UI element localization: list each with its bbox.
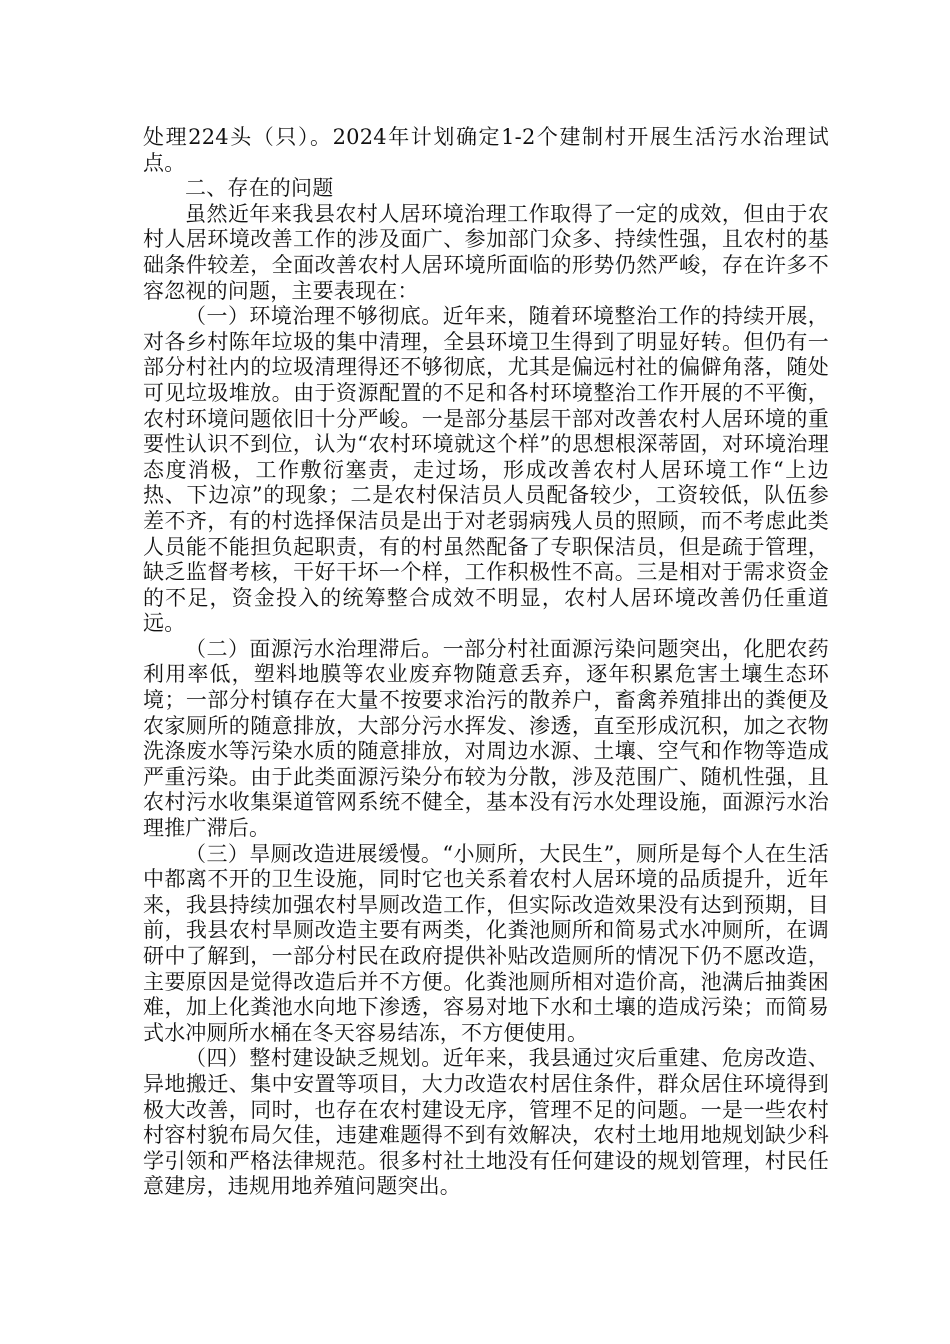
paragraph-item-1: （一）环境治理不够彻底。近年来，随着环境整治工作的持续开展，对各乡村陈年垃圾的集中清理，全县环境卫生得到了明显好转。但仍有一部分村社内的垃圾清理得还不够彻底，尤其是偏远村社的偏僻角落，随处可见垃圾堆放。由于资源配置的不足和各村环境整治工作开展的不平衡，农村环境问题依旧十分严峻。一是部分基层干部对改善农村人居环境的重要性认识不到位，认为“农村环境就这个样”的思想根深蒂固，对环境治理态度消极，工作敷衍塞责，走过场，形成改善农村人居环境工作“上边热、下边凉”的现象；二是农村保洁员人员配备较少，工资较低，队伍参差不齐，有的村选择保洁员是出于对老弱病残人员的照顾，而不考虑此类人员能不能担负起职责，有的村虽然配备了专职保洁员，但是疏于管理，缺乏监督考核，干好干坏一个样，工作积极性不高。三是相对于需求资金的不足，资金投入的统筹整合成效不明显，农村人居环境改善仍任重道远。 — [143, 304, 829, 636]
paragraph-item-2: （二）面源污水治理滞后。一部分村社面源污染问题突出，化肥农药利用率低，塑料地膜等农业废弃物随意丢弃，逐年积累危害土壤生态环境；一部分村镇存在大量不按要求治污的散养户，畜禽养殖排出的粪便及农家厕所的随意排放，大部分污水挥发、渗透，直至形成沉积，加之衣物洗涤废水等污染水质的随意排放，对周边水源、土壤、空气和作物等造成严重污染。由于此类面源污染分布较为分散，涉及范围广、随机性强，且农村污水收集渠道管网系统不健全，基本没有污水处理设施，面源污水治理推广滞后。 — [143, 636, 829, 841]
section-heading: 二、存在的问题 — [185, 176, 334, 201]
paragraph-item-4: （四）整村建设缺乏规划。近年来，我县通过灾后重建、危房改造、异地搬迁、集中安置等项目，大力改造农村居住条件，群众居住环境得到极大改善，同时，也存在农村建设无序，管理不足的问题。一是一些农村村容村貌布局欠佳，违建难题得不到有效解决，农村土地用地规划缺少科学引领和严格法律规范。很多村社土地没有任何建设的规划管理，村民任意建房，违规用地养殖问题突出。 — [143, 1046, 829, 1199]
paragraph-item-3: （三）旱厕改造进展缓慢。“小厕所，大民生”，厕所是每个人在生活中都离不开的卫生设施，同时它也关系着农村人居环境的品质提升，近年来，我县持续加强农村旱厕改造工作，但实际改造效果没有达到预期，目前，我县农村旱厕改造主要有两类，化粪池厕所和简易式水冲厕所，在调研中了解到，一部分村民在政府提供补贴改造厕所的情况下仍不愿改造，主要原因是觉得改造后并不方便。化粪池厕所相对造价高，池满后抽粪困难，加上化粪池水向地下渗透，容易对地下水和土壤的造成污染；而简易式水冲厕所水桶在冬天容易结冻，不方便使用。 — [143, 841, 829, 1045]
paragraph-intro: 虽然近年来我县农村人居环境治理工作取得了一定的成效，但由于农村人居环境改善工作的涉及面广、参加部门众多、持续性强，且农村的基础条件较差，全面改善农村人居环境所面临的形势仍然严峻，存在许多不容忽视的问题，主要表现在： — [143, 201, 829, 303]
paragraph-continuation: 处理224头（只）。2024年计划确定1-2个建制村开展生活污水治理试点。 — [143, 125, 829, 175]
document-body — [143, 125, 829, 1200]
